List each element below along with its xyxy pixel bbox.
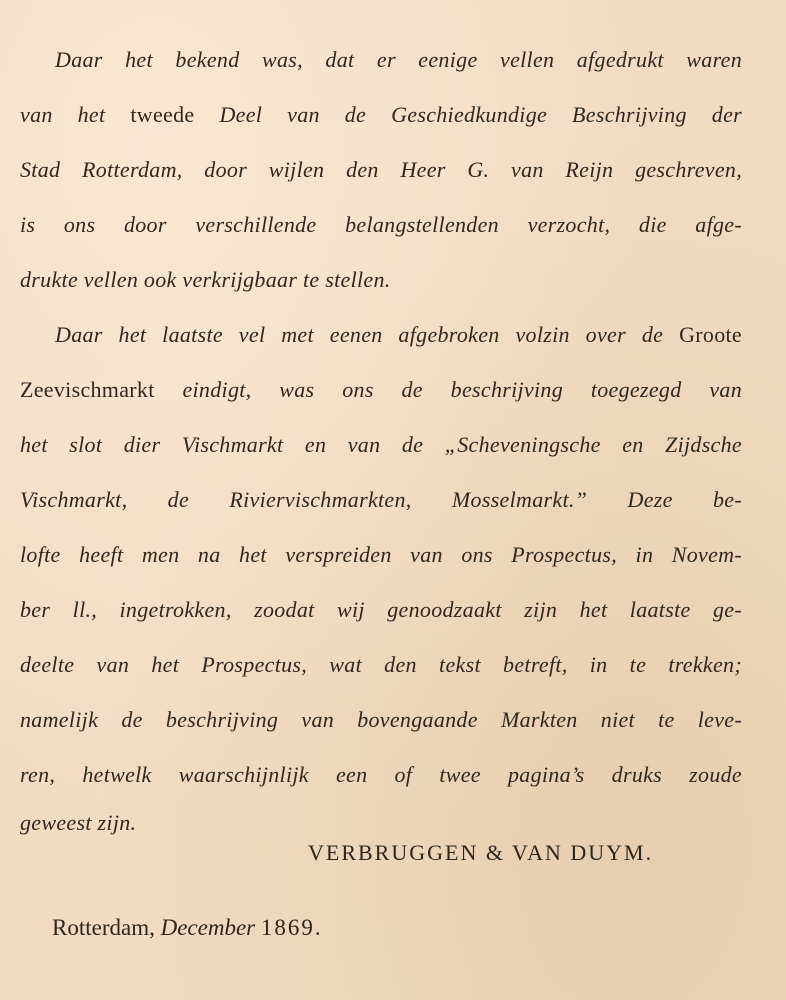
publisher-signature: VERBRUGGEN & VAN DUYM. <box>308 840 654 865</box>
paragraph2-line7: deelte van het Prospectus, wat den tekst betreft, in te trekken; <box>20 652 742 677</box>
paragraph2-line4: Vischmarkt, de Riviervischmarkten, Mosselmarkt.” Deze be- <box>20 487 742 512</box>
paragraph2-line6: ber ll., ingetrokken, zoodat wij genoodzaakt zijn het laatste ge- <box>20 597 742 622</box>
dateline-month: December <box>160 915 256 940</box>
paragraph2-line1-part1: Daar het laatste vel met eenen afgebroken volzin over de <box>55 322 664 347</box>
paragraph1-line2-part2: tweede <box>130 102 195 127</box>
paragraph2-line2 <box>20 375 742 405</box>
paragraph1-line2 <box>20 100 742 130</box>
paragraph1-line2-part1: van het <box>20 102 106 127</box>
paragraph2-line3: het slot dier Vischmarkt en van de „Scheveningsche en Zijdsche <box>20 432 742 457</box>
paragraph1-line1: Daar het bekend was, dat er eenige vellen afgedrukt waren <box>55 47 742 72</box>
paragraph1-line3: Stad Rotterdam, door wijlen den Heer G. van Reijn geschreven, <box>20 157 742 182</box>
paragraph2-line2-part1: Zeevischmarkt <box>20 377 155 402</box>
paragraph1-line2-part3: Deel van de Geschiedkundige Beschrijving der <box>219 102 742 127</box>
paragraph2-line10: geweest zijn. <box>20 810 137 835</box>
dateline <box>52 915 323 941</box>
dateline-place: Rotterdam, <box>52 915 155 940</box>
paragraph1-line5: drukte vellen ook verkrijgbaar te stellen. <box>20 267 391 292</box>
paragraph2-line1 <box>55 320 742 350</box>
paragraph2-line5: lofte heeft men na het verspreiden van ons Prospectus, in Novem- <box>20 542 742 567</box>
paragraph2-line2-part2: eindigt, was ons de beschrijving toegezegd van <box>182 377 742 402</box>
paragraph1-line4: is ons door verschillende belangstellenden verzocht, die afge- <box>20 212 742 237</box>
paragraph2-line9: ren, hetwelk waarschijnlijk een of twee pagina’s druks zoude <box>20 762 742 787</box>
paragraph2-line8: namelijk de beschrijving van bovengaande Markten niet te leve- <box>20 707 742 732</box>
paragraph2-line1-part2: Groote <box>679 322 742 347</box>
dateline-year: 1869. <box>260 915 323 940</box>
